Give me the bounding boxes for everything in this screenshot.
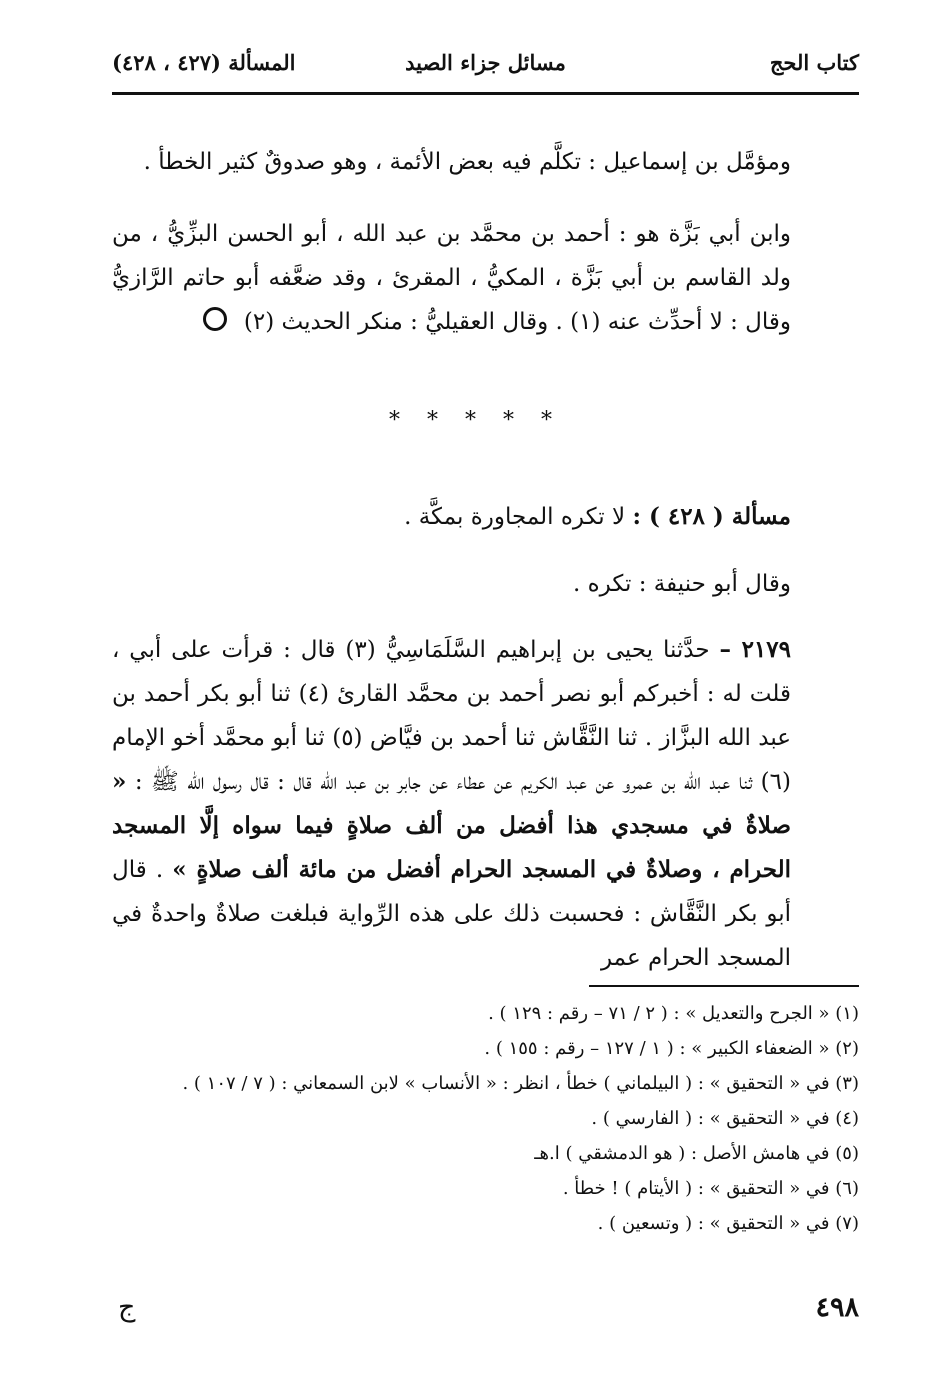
footnote-2: (٢) « الضعفاء الكبير » : ( ١ / ١٢٧ – رقم : ١٥٥ ) . — [484, 1038, 859, 1059]
header-rule — [112, 92, 859, 95]
issue-heading — [112, 495, 791, 539]
issue-title: مسألة ( ٤٢٨ ) : — [632, 503, 791, 530]
hadith-chain: حدَّثنا يحيى بن إبراهيم السَّلَمَاسِيُّ (٣) قال : قرأت على أبي ، قلت له : أخبركم أبو نصر أحمد بن محمَّد القارئ (٤) ثنا أبو بكر أحمد بن عبد الله البزَّاز . ثنا النَّقَّاش ثنا أحمد بن فيَّاض (٥) ثنا أبو محمَّد أخو الإمام (٦) ثنا عبد الله بن عمرو عن عبد الكريم عن عطاء عن جابر بن عبد الله قال : قال رسول الله ﷺ : — [112, 637, 791, 795]
section-separator: * * * * * — [389, 408, 562, 433]
footnotes — [112, 996, 859, 1241]
signature-mark: ج — [118, 1292, 136, 1323]
footnote-rule — [589, 985, 859, 987]
paragraph-text: وقال أبو حنيفة : تكره . — [572, 571, 791, 597]
paragraph-muammal — [112, 140, 791, 184]
paragraph-text: وابن أبي بَزَّة هو : أحمد بن محمَّد بن عبد الله ، أبو الحسن البزِّيُّ ، من ولد القاسم بن أبي بَزَّة ، المكيُّ ، المقرئ ، وقد ضعَّفه أبو حاتم الرَّازيُّ وقال : لا أحدِّث عنه (١) . وقال العقيليُّ : منكر الحديث (٢) — [112, 221, 791, 335]
issue-range: المسألة (٤٢٧ ، ٤٢٨) — [112, 50, 296, 75]
hadith-number: ٢١٧٩ – — [719, 636, 791, 663]
paragraph-ibn-abi-bazza — [112, 212, 791, 344]
abu-hanifa-line — [112, 562, 791, 606]
page-number: ٤٩٨ — [815, 1292, 859, 1323]
hadith-comment: . قال أبو بكر النَّقَّاش : فحسبت ذلك على هذه الرِّواية فبلغت صلاةٌ واحدةٌ في المسجد الحرام عمر — [112, 857, 791, 971]
footnote-4: (٤) في « التحقيق » : ( الفارسي ) . — [591, 1108, 859, 1129]
paragraph-text: ومؤمَّل بن إسماعيل : تكلَّم فيه بعض الأئمة ، وهو صدوقٌ كثير الخطأ . — [143, 149, 791, 175]
hadith-quote: « صلاةٌ في مسجدي هذا أفضل من ألف صلاةٍ فيما سواه إلَّا المسجد الحرام ، وصلاةٌ في المسجد الحرام أفضل من مائة ألف صلاةٍ » — [112, 768, 792, 883]
footnote-6: (٦) في « التحقيق » : ( الأيتام ) ! خطأ . — [562, 1178, 859, 1199]
footnote-7: (٧) في « التحقيق » : ( وتسعين ) . — [597, 1213, 859, 1234]
end-circle-icon — [203, 307, 227, 331]
footnote-3: (٣) في « التحقيق » : ( البيلماني ) خطأ ، انظر : « الأنساب » لابن السمعاني : ( ٧ / ١٠٧ ) . — [182, 1073, 859, 1094]
hadith-block — [112, 628, 791, 980]
issue-text: لا تكره المجاورة بمكَّة . — [404, 504, 626, 530]
book-title: كتاب الحج — [769, 50, 859, 75]
chapter-title: مسائل جزاء الصيد — [405, 50, 566, 75]
page-header — [112, 44, 859, 84]
footnote-1: (١) « الجرح والتعديل » : ( ٢ / ٧١ – رقم : ١٢٩ ) . — [488, 1003, 859, 1024]
footnote-5: (٥) في هامش الأصل : ( هو الدمشقي ) ا.هـ — [534, 1143, 859, 1164]
